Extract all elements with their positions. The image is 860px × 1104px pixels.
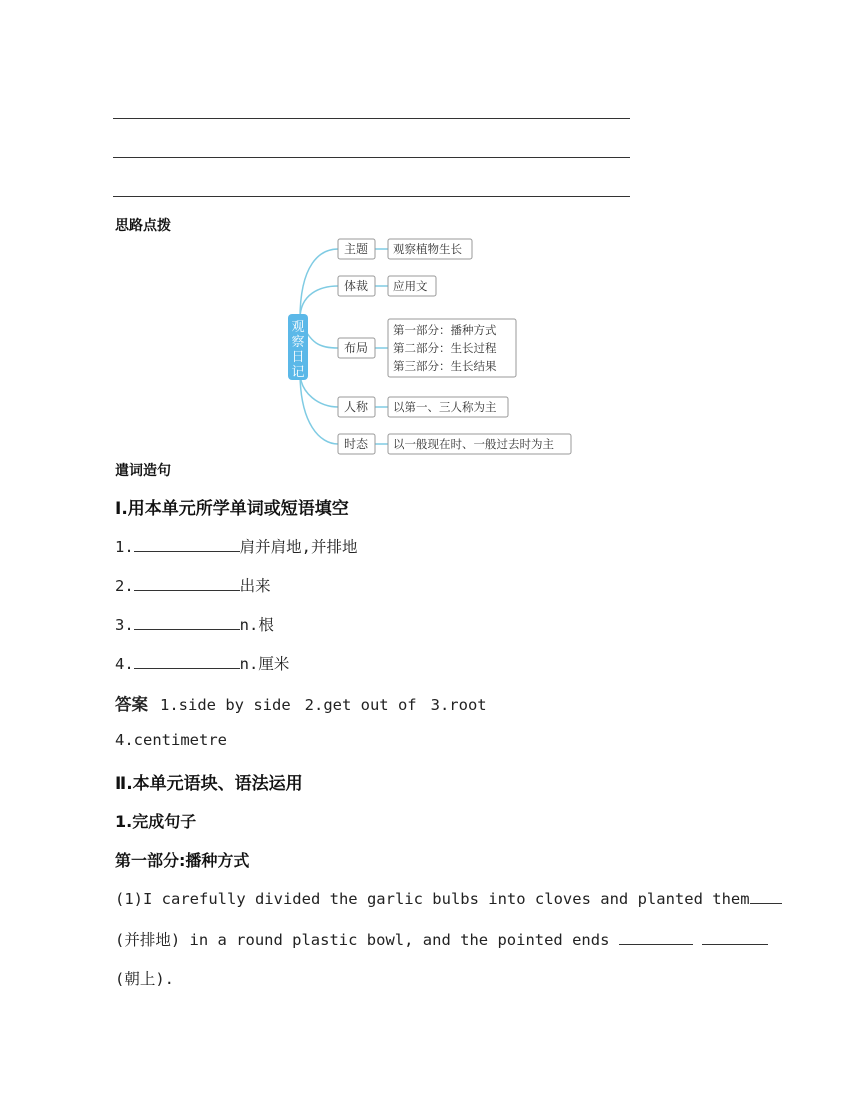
- fill-blank[interactable]: [134, 537, 240, 552]
- mind-map-value-tense: 以一般现在时、一般过去时为主: [393, 437, 554, 451]
- mind-map-key-genre: 体裁: [343, 279, 369, 293]
- question-1-line-2: [115, 928, 768, 950]
- mind-map-value-person: 以第一、三人称为主: [393, 400, 497, 414]
- fill-blank[interactable]: [134, 654, 240, 669]
- section-words-label: 遣词造句: [115, 463, 171, 479]
- part1-title: Ⅰ.用本单元所学单词或短语填空: [115, 499, 349, 519]
- mind-map-value-theme: 观察植物生长: [393, 242, 462, 256]
- answer-line: [115, 691, 487, 715]
- mind-map: [280, 234, 580, 460]
- question-text: (1)I carefully divided the garlic bulbs into cloves and planted them: [115, 890, 750, 908]
- part1-item-2: [115, 574, 271, 596]
- fill-blank[interactable]: [619, 930, 693, 945]
- part1-item-4: [115, 652, 289, 674]
- item-text: 出来: [239, 577, 271, 595]
- mind-map-value-layout-2: 第二部分：生长过程: [393, 341, 497, 355]
- mind-map-value-layout-1: 第一部分：播种方式: [393, 323, 497, 337]
- answer-3: 3.root: [430, 696, 487, 714]
- fill-blank[interactable]: [134, 615, 240, 630]
- answer-2: 2.get out of: [304, 696, 417, 714]
- part1-item-1: [115, 535, 358, 557]
- item-text: n.厘米: [239, 655, 290, 673]
- question-text: (朝上).: [115, 970, 174, 988]
- item-number: 1.: [115, 538, 134, 556]
- item-number: 3.: [115, 616, 134, 634]
- answer-line-2: [115, 731, 227, 749]
- writing-line-1: [113, 118, 630, 119]
- fill-blank[interactable]: [134, 576, 240, 591]
- part2-title: Ⅱ.本单元语块、语法运用: [115, 774, 303, 794]
- part1-item-3: [115, 613, 274, 635]
- question-1-line-3: [115, 967, 174, 989]
- item-text: n.根: [239, 616, 274, 634]
- mind-map-value-layout-3: 第三部分：生长结果: [393, 359, 497, 373]
- item-number: 4.: [115, 655, 134, 673]
- mind-map-key-person: 人称: [343, 400, 369, 414]
- question-text: (并排地) in a round plastic bowl, and the pointed ends: [115, 931, 610, 949]
- mind-map-center-char-2: 察: [291, 335, 305, 350]
- mind-map-center-char-1: 观: [291, 320, 305, 335]
- answer-4: 4.centimetre: [115, 731, 227, 749]
- answer-label: 答案: [115, 695, 148, 714]
- mind-map-center-char-4: 记: [291, 365, 305, 380]
- part2-subtitle: 1.完成句子: [115, 812, 197, 831]
- answer-1: 1.side by side: [160, 696, 291, 714]
- fill-blank[interactable]: [702, 930, 768, 945]
- item-number: 2.: [115, 577, 134, 595]
- fill-blank[interactable]: [750, 889, 782, 904]
- mind-map-key-theme: 主题: [343, 242, 369, 256]
- part2-section-title: 第一部分:播种方式: [115, 851, 250, 870]
- item-text: 肩并肩地,并排地: [239, 538, 358, 556]
- mind-map-value-genre: 应用文: [393, 279, 428, 293]
- question-1-line-1: [115, 889, 782, 908]
- writing-line-3: [113, 196, 630, 197]
- mind-map-center-char-3: 日: [291, 350, 305, 365]
- mind-map-key-tense: 时态: [343, 437, 369, 451]
- mind-map-key-layout: 布局: [343, 341, 369, 355]
- section-think-label: 思路点拨: [115, 218, 171, 234]
- writing-line-2: [113, 157, 630, 158]
